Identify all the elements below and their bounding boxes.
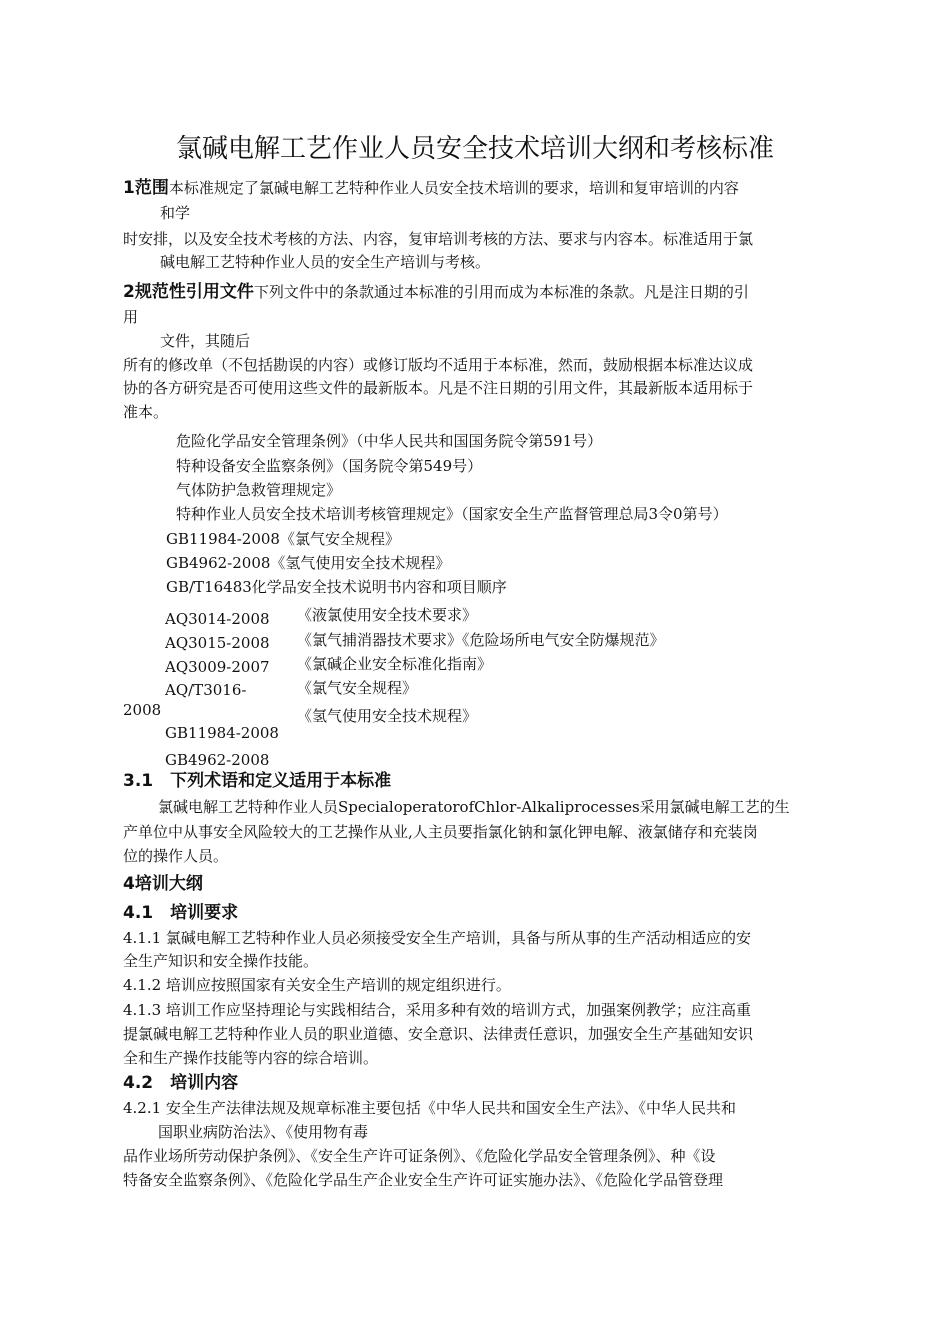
section-4-1-heading: 4.1 培训要求: [123, 903, 239, 923]
standard-code: AQ/T3016-: [165, 681, 247, 699]
section-2-line-6: 准本。: [123, 403, 169, 421]
section-2-heading: 2规范性引用文件: [123, 282, 254, 302]
standard-title: 《氯气捕消器技术要求》《危险场所电气安全防爆规范》: [297, 631, 665, 649]
section-3-line-1: 氯碱电解工艺特种作业人员SpecialoperatorofChlor-Alkaliprocesses采用氯碱电解工艺的生: [158, 798, 790, 816]
standard-code: AQ3014-2008: [165, 610, 270, 628]
standard-code: GB11984-2008: [165, 724, 279, 742]
reference-item: 特种设备安全监察条例》（国务院令第549号）: [176, 457, 483, 475]
standard-title: 《液氯使用安全技术要求》: [297, 606, 478, 624]
section-3-heading: 3.1 下列术语和定义适用于本标准: [123, 771, 392, 791]
standard-code: AQ3009-2007: [165, 658, 270, 676]
section-2-line-4: 所有的修改单（不包括勘误的内容）或修订版均不适用于本标准，然而，鼓励根据本标准达议成: [123, 356, 754, 374]
reference-item: 危险化学品安全管理条例》（中华人民共和国国务院令第591号）: [176, 432, 603, 450]
paragraph-4-1-3-line-3: 全和生产操作技能等内容的综合培训。: [123, 1049, 379, 1067]
paragraph-4-2-1-line-2: 国职业病防治法》、《使用物有毒: [158, 1123, 369, 1141]
paragraph-4-1-3-line-2: 提氯碱电解工艺特种作业人员的职业道德、安全意识、法律责任意识，加强安全生产基础知安识: [123, 1025, 754, 1043]
section-4-heading: 4培训大纲: [123, 874, 203, 894]
section-3-line-2: 产单位中从事安全风险较大的工艺操作从业,人主员要指氯化钠和氯化钾电解、液氯储存和充装岗: [123, 823, 758, 841]
paragraph-4-1-1-line-2: 全生产知识和安全操作技能。: [123, 952, 319, 970]
paragraph-4-1-2: 4.1.2 培训应按照国家有关安全生产培训的规定组织进行。: [123, 976, 511, 994]
standard-code: 2008: [123, 701, 162, 719]
section-1-line-4: 碱电解工艺特种作业人员的安全生产培训与考核。: [160, 253, 491, 271]
paragraph-4-1-3-line-1: 4.1.3 培训工作应坚持理论与实践相结合，采用多种有效的培训方式，加强案例教学；应注高重: [123, 1001, 751, 1019]
document-title: 氯碱电解工艺作业人员安全技术培训大纲和考核标准: [175, 134, 774, 164]
section-2-line-3: 文件，其随后: [160, 332, 251, 350]
section-2-line-2: 用: [123, 308, 139, 326]
paragraph-4-2-1-line-4: 特备安全监察条例》、《危险化学品生产企业安全生产许可证实施办法》、《危险化学品管登理: [123, 1171, 724, 1189]
section-2-text-1: 下列文件中的条款通过本标准的引用而成为本标准的条款。凡是注日期的引: [253, 283, 749, 301]
section-3-line-3: 位的操作人员。: [123, 847, 229, 865]
reference-item: 气体防护急救管理规定》: [176, 481, 342, 499]
section-1-line-1: [123, 178, 739, 198]
reference-item: GB11984-2008《氯气安全规程》: [166, 530, 400, 548]
reference-item: GB4962-2008《氢气使用安全技术规程》: [166, 554, 451, 572]
reference-item: 特种作业人员安全技术培训考核管理规定》（国家安全生产监督管理总局3令0第号）: [176, 505, 728, 523]
section-1-line-3: 时安排，以及安全技术考核的方法、内容，复审培训考核的方法、要求与内容本。标准适用于氯: [123, 230, 754, 248]
section-1-line-2: 和学: [160, 204, 191, 222]
paragraph-4-2-1-line-3: 品作业场所劳动保护条例》、《安全生产许可证条例》、《危险化学品安全管理条例》、种《设: [123, 1147, 716, 1165]
standard-code: GB4962-2008: [165, 751, 270, 769]
paragraph-4-1-1-line-1: 4.1.1 氯碱电解工艺特种作业人员必须接受安全生产培训，具备与所从事的生产活动相适应的安: [123, 929, 751, 947]
paragraph-4-2-1-line-1: 4.2.1 安全生产法律法规及规章标准主要包括《中华人民共和国安全生产法》、《中华人民共和: [123, 1099, 736, 1117]
standard-title: 《氢气使用安全技术规程》: [297, 707, 478, 725]
standard-title: 《氯碱企业安全标准化指南》: [297, 655, 493, 673]
section-2-line-1: [123, 282, 749, 302]
section-4-2-heading: 4.2 培训内容: [123, 1073, 239, 1093]
section-1-heading: 1范围: [123, 178, 169, 198]
standard-title: 《氯气安全规程》: [297, 679, 418, 697]
section-2-line-5: 协的各方研究是否可使用这些文件的最新版本。凡是不注日期的引用文件，其最新版本适用标于: [123, 379, 754, 397]
reference-item: GB/T16483化学品安全技术说明书内容和项目顺序: [166, 578, 507, 596]
standard-code: AQ3015-2008: [165, 634, 270, 652]
section-1-text-1: 本标准规定了氯碱电解工艺特种作业人员安全技术培训的要求，培训和复审培训的内容: [168, 179, 739, 197]
